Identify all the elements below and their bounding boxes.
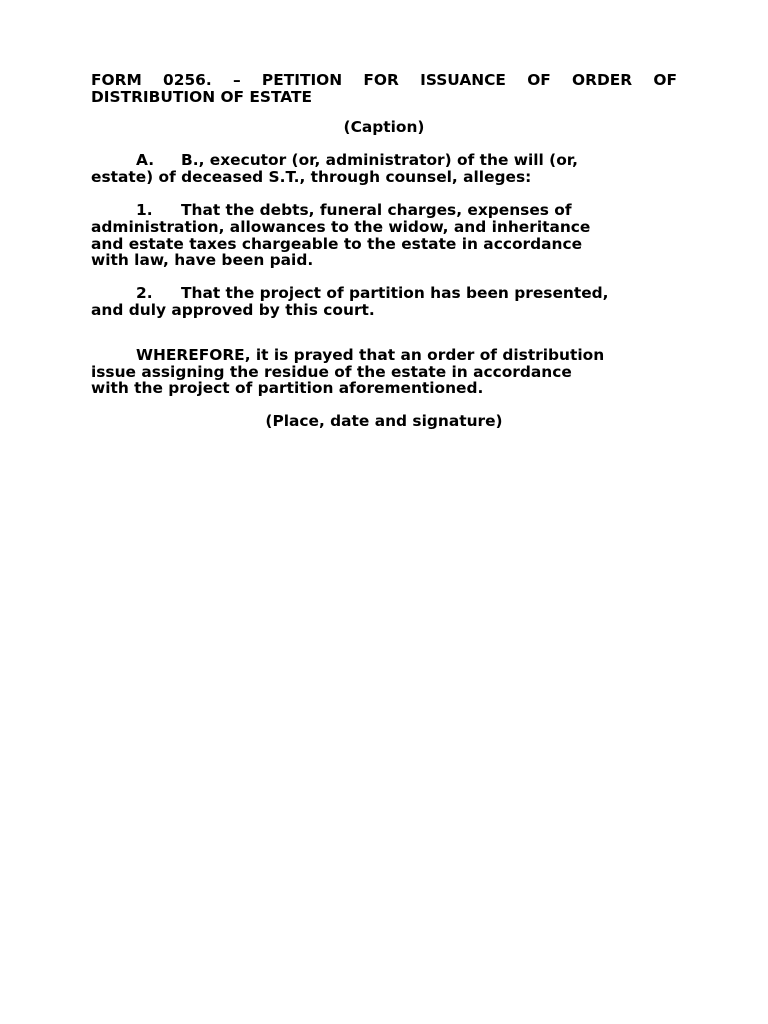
intro-lead: A. bbox=[136, 151, 155, 169]
prayer-line-2: issue assigning the residue of the estate in accordance bbox=[91, 363, 572, 381]
para1-line-4: with law, have been paid. bbox=[91, 251, 314, 269]
para1-number: 1. bbox=[136, 201, 153, 219]
intro-text-1: B., executor (or, administrator) of the will (or, bbox=[181, 151, 578, 169]
intro-line-1 bbox=[136, 152, 578, 169]
para1-text-1: That the debts, funeral charges, expenses of bbox=[181, 201, 572, 219]
para2-text-1: That the project of partition has been presented, bbox=[181, 284, 609, 302]
form-title-line-1: FORM 0256. – PETITION FOR ISSUANCE OF ORDER OF bbox=[91, 71, 677, 89]
intro-line-2: estate) of deceased S.T., through counsel, alleges: bbox=[91, 168, 532, 186]
para1-line-3: and estate taxes chargeable to the estate in accordance bbox=[91, 235, 583, 253]
form-title-line-2: DISTRIBUTION OF ESTATE bbox=[91, 88, 313, 106]
para1-line-2: administration, allowances to the widow, and inheritance bbox=[91, 218, 591, 236]
prayer-line-3: with the project of partition aforementioned. bbox=[91, 379, 484, 397]
prayer-line-1: WHEREFORE, it is prayed that an order of distribution bbox=[136, 346, 605, 364]
signature-line: (Place, date and signature) bbox=[265, 412, 503, 430]
para1-line-1 bbox=[136, 202, 572, 219]
para2-line-2: and duly approved by this court. bbox=[91, 301, 375, 319]
para2-number: 2. bbox=[136, 284, 153, 302]
para2-line-1 bbox=[136, 285, 609, 302]
caption: (Caption) bbox=[343, 118, 425, 136]
